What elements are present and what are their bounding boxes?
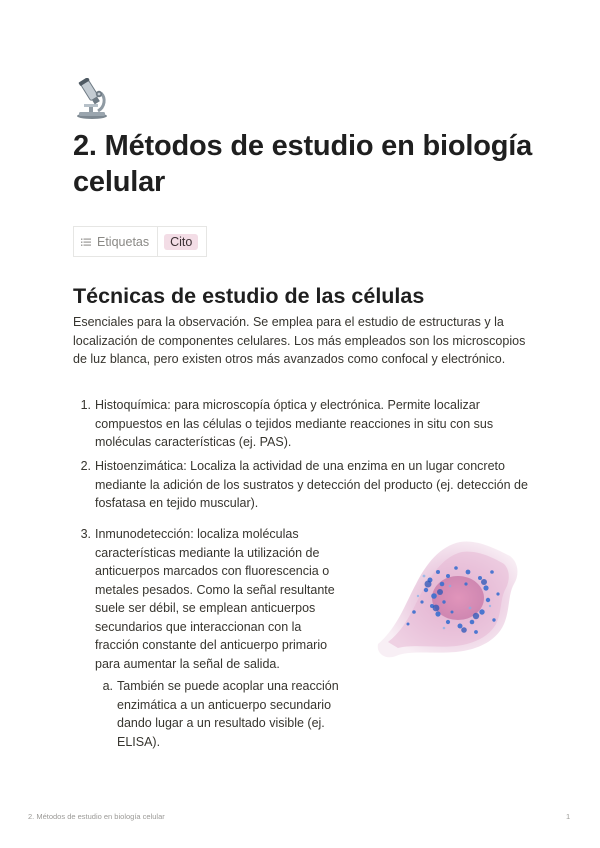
property-label: [74, 227, 158, 256]
intro-paragraph: Esenciales para la observación. Se emplea para el estudio de estructuras y la localización de componentes celulares. Los más empleados son los microscopios de luz blanca, pero existen otros más avanzados como confocal y electrónico.: [73, 315, 526, 366]
microscope-icon: [74, 78, 110, 120]
footer-title: 2. Métodos de estudio en biología celular: [28, 812, 165, 821]
sub-list-item-text: También se puede acoplar una reacción enzimática a un anticuerpo secundario dando lugar a un resultado visible (ej. ELISA).: [117, 679, 339, 749]
list-item-text: Inmunodetección: localiza moléculas características mediante la utilización de anticuerpos marcados con fluorescencia o metales pesados. Como la señal resultante suele ser débil, se emplean anticuerpos secundarios que interaccionan con la fracción constante del anticuerpo primario para aumentar la señal de salida.: [95, 527, 335, 671]
sub-list-item-letter: a.: [102, 679, 113, 693]
property-value[interactable]: [158, 227, 206, 256]
property-label-text: Etiquetas: [97, 234, 150, 249]
tag-badge[interactable]: Cito: [164, 234, 198, 250]
list-item-number: 1.: [80, 398, 91, 412]
page-title: 2. Métodos de estudio en biología celular: [73, 130, 533, 198]
list-item-number: 2.: [80, 459, 91, 473]
list-icon: [80, 236, 92, 248]
stained-cell-image: [368, 532, 528, 670]
list-item-number: 3.: [80, 527, 91, 541]
properties-bar: [73, 226, 207, 257]
list-item-text: Histoquímica: para microscopía óptica y electrónica. Permite localizar compuestos en las células o tejidos mediante reacciones in situ con sus moléculas características (ej. PAS).: [95, 398, 494, 449]
list-item-text: Histoenzimática: Localiza la actividad de una enzima en un lugar concreto mediante la adición de los sustratos y detección del producto (ej. detección de fosfatasa en tejido muscular).: [95, 459, 528, 510]
section-heading: Técnicas de estudio de las células: [73, 284, 425, 308]
footer-page-number: 1: [566, 812, 571, 821]
